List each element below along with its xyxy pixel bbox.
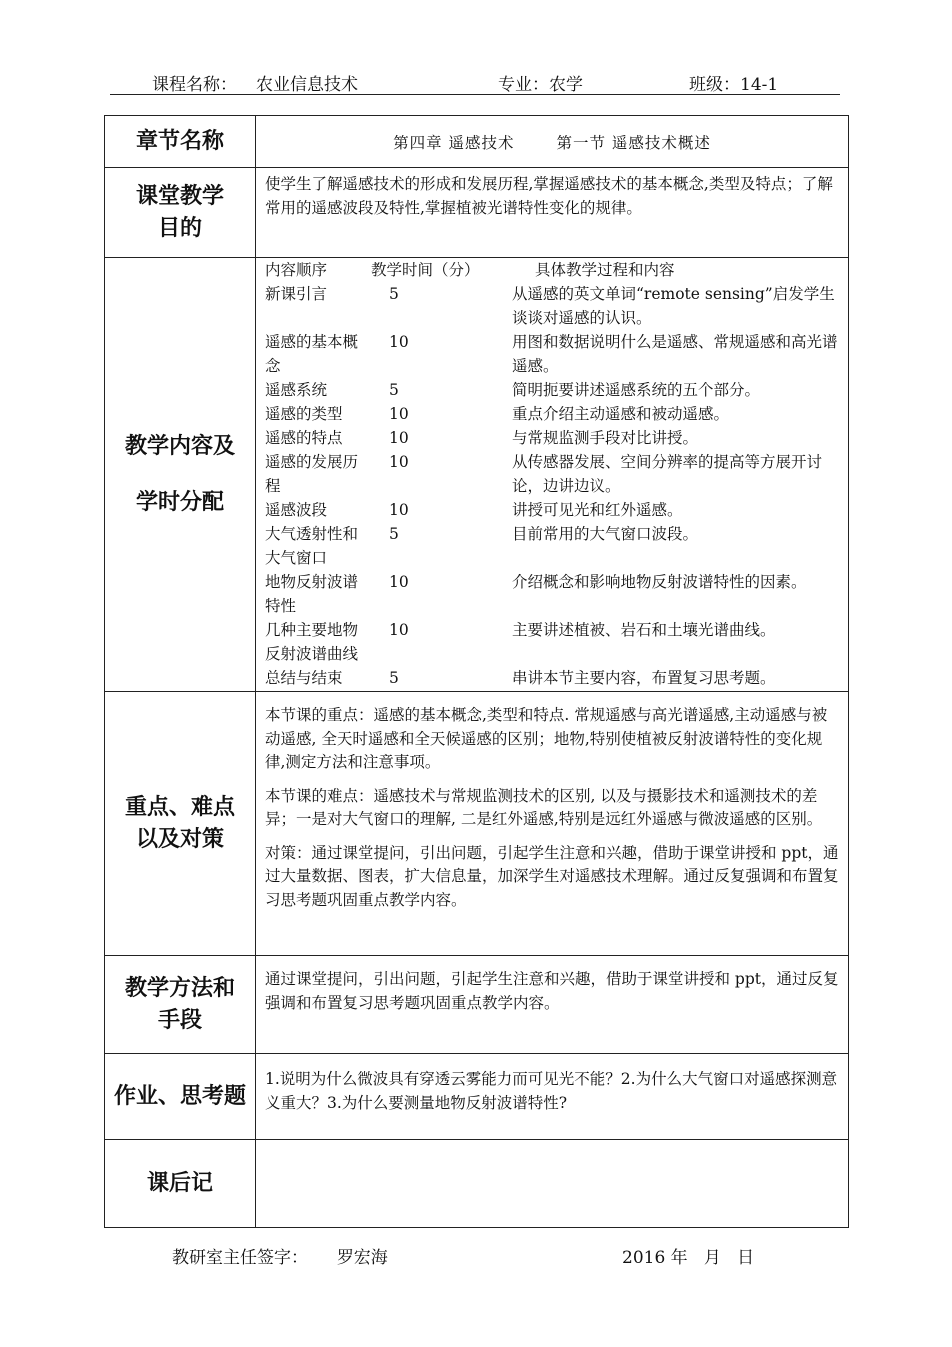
header-time: 教学时间（分） [371, 261, 480, 279]
allocation-description: 简明扼要讲述遥感系统的五个部分。 [512, 381, 761, 399]
keypoints-row [105, 692, 849, 956]
methods-label [105, 956, 256, 1054]
allocation-topic: 遥感的类型 [265, 405, 343, 423]
objective-label-line1: 课堂教学 [135, 183, 224, 209]
allocation-time: 5 [389, 285, 399, 303]
signature-label: 教研室主任签字： [172, 1248, 308, 1268]
allocation-description: 与常规监测手段对比讲授。 [512, 429, 699, 447]
strategy-text: 对策：通过课堂提问，引出问题，引起学生注意和兴趣，借助于课堂讲授和 ppt，通过大量数据、图表，扩大信息量，加深学生对遥感技术理解。通过反复强调和布置复习思考题巩固重点教学内容。 [265, 843, 839, 909]
notes-row [105, 1140, 849, 1228]
keypoints-content [256, 692, 849, 956]
allocation-description: 主要讲述植被、岩石和土壤光谱曲线。 [512, 621, 776, 639]
keypoints-label-line1: 重点、难点 [124, 794, 235, 820]
allocation-topic: 几种主要地物反射波谱曲线 [265, 621, 359, 663]
notes-label: 课后记 [105, 1140, 256, 1228]
allocation-topic: 遥感波段 [265, 501, 328, 519]
allocation-topic: 遥感的特点 [265, 429, 343, 447]
date: 2016 年 月 日 [622, 1248, 755, 1268]
keypoints-label-line2: 以及对策 [135, 826, 224, 852]
allocation-list [256, 258, 848, 687]
allocation-content [256, 258, 849, 692]
homework-row [105, 1054, 849, 1140]
signature [172, 1243, 388, 1268]
allocation-label [105, 258, 256, 692]
allocation-description: 从传感器发展、空间分辨率的提高等方展开讨论，边讲边议。 [512, 453, 823, 495]
allocation-time: 5 [389, 381, 399, 399]
difficulty-text: 本节课的难点：遥感技术与常规监测技术的区别, 以及与摄影技术和遥测技术的差异；一是对大气窗口的理解, 二是红外遥感,特别是远红外遥感与微波遥感的区别。 [265, 786, 823, 828]
allocation-time: 10 [389, 405, 409, 423]
allocation-description: 从遥感的英文单词“remote sensing”启发学生谈谈对遥感的认识。 [512, 285, 835, 327]
allocation-topic: 总结与结束 [265, 669, 343, 687]
chapter-label: 章节名称 [105, 116, 256, 168]
chapter-title [256, 116, 849, 168]
allocation-description: 用图和数据说明什么是遥感、常规遥感和高光谱遥感。 [512, 333, 838, 375]
key-points-text: 本节课的重点：遥感的基本概念,类型和特点. 常规遥感与高光谱遥感,主动遥感与被动遥感, 全天时遥感和全天候遥感的区别；地物,特别使植被反射波谱特性的变化规律,测定方法和注意事项。 [265, 706, 828, 771]
allocation-time: 10 [389, 429, 409, 447]
allocation-time: 10 [389, 453, 409, 471]
allocation-topic: 遥感的发展历程 [265, 453, 359, 495]
objective-text: 使学生了解遥感技术的形成和发展历程,掌握遥感技术的基本概念,类型及特点；了解常用的遥感波段及特性,掌握植被光谱特性变化的规律。 [256, 168, 849, 258]
allocation-time: 10 [389, 333, 409, 351]
allocation-description: 串讲本节主要内容，布置复习思考题。 [512, 669, 776, 687]
allocation-topic: 地物反射波谱特性 [265, 573, 359, 615]
notes-text [256, 1140, 849, 1228]
allocation-label-line1: 教学内容及 [124, 433, 235, 459]
objective-row [105, 168, 849, 258]
allocation-description: 重点介绍主动遥感和被动遥感。 [512, 405, 730, 423]
allocation-time: 10 [389, 573, 409, 591]
header-order: 内容顺序 [265, 261, 328, 279]
methods-text: 通过课堂提问，引出问题，引起学生注意和兴趣，借助于课堂讲授和 ppt，通过反复强调和布置复习思考题巩固重点教学内容。 [256, 956, 849, 1054]
methods-label-line2: 手段 [157, 1007, 202, 1033]
allocation-row [105, 258, 849, 692]
allocation-time: 10 [389, 621, 409, 639]
course-name: 农业信息技术 [256, 75, 358, 95]
allocation-time: 10 [389, 501, 409, 519]
objective-label [105, 168, 256, 258]
allocation-description: 目前常用的大气窗口波段。 [512, 525, 699, 543]
chapter-name: 第四章 遥感技术 [393, 133, 515, 152]
class: 班级：14-1 [689, 75, 779, 95]
lesson-plan-table [104, 115, 849, 1228]
header-process: 具体教学过程和内容 [535, 261, 675, 279]
allocation-topic: 大气透射性和大气窗口 [265, 525, 359, 567]
allocation-description: 讲授可见光和红外遥感。 [512, 501, 683, 519]
allocation-label-line2: 学时分配 [135, 489, 224, 515]
homework-text: 1.说明为什么微波具有穿透云雾能力而可见光不能？2.为什么大气窗口对遥感探测意义重大？3.为什么要测量地物反射波谱特性? [256, 1054, 849, 1140]
allocation-time: 5 [389, 669, 399, 687]
signature-name: 罗宏海 [336, 1248, 388, 1268]
document-header [110, 68, 840, 95]
allocation-description: 介绍概念和影响地物反射波谱特性的因素。 [512, 573, 807, 591]
keypoints-label [105, 692, 256, 956]
homework-label: 作业、思考题 [105, 1054, 256, 1140]
methods-row [105, 956, 849, 1054]
objective-label-line2: 目的 [157, 215, 202, 241]
section-name: 第一节 遥感技术概述 [556, 133, 711, 152]
course-label: 课程名称： [152, 75, 237, 95]
allocation-time: 5 [389, 525, 399, 543]
major: 专业：农学 [498, 75, 583, 95]
allocation-topic: 遥感系统 [265, 381, 328, 399]
methods-label-line1: 教学方法和 [124, 975, 235, 1001]
allocation-topic: 遥感的基本概念 [265, 333, 359, 375]
chapter-row [105, 116, 849, 168]
allocation-topic: 新课引言 [265, 285, 328, 303]
